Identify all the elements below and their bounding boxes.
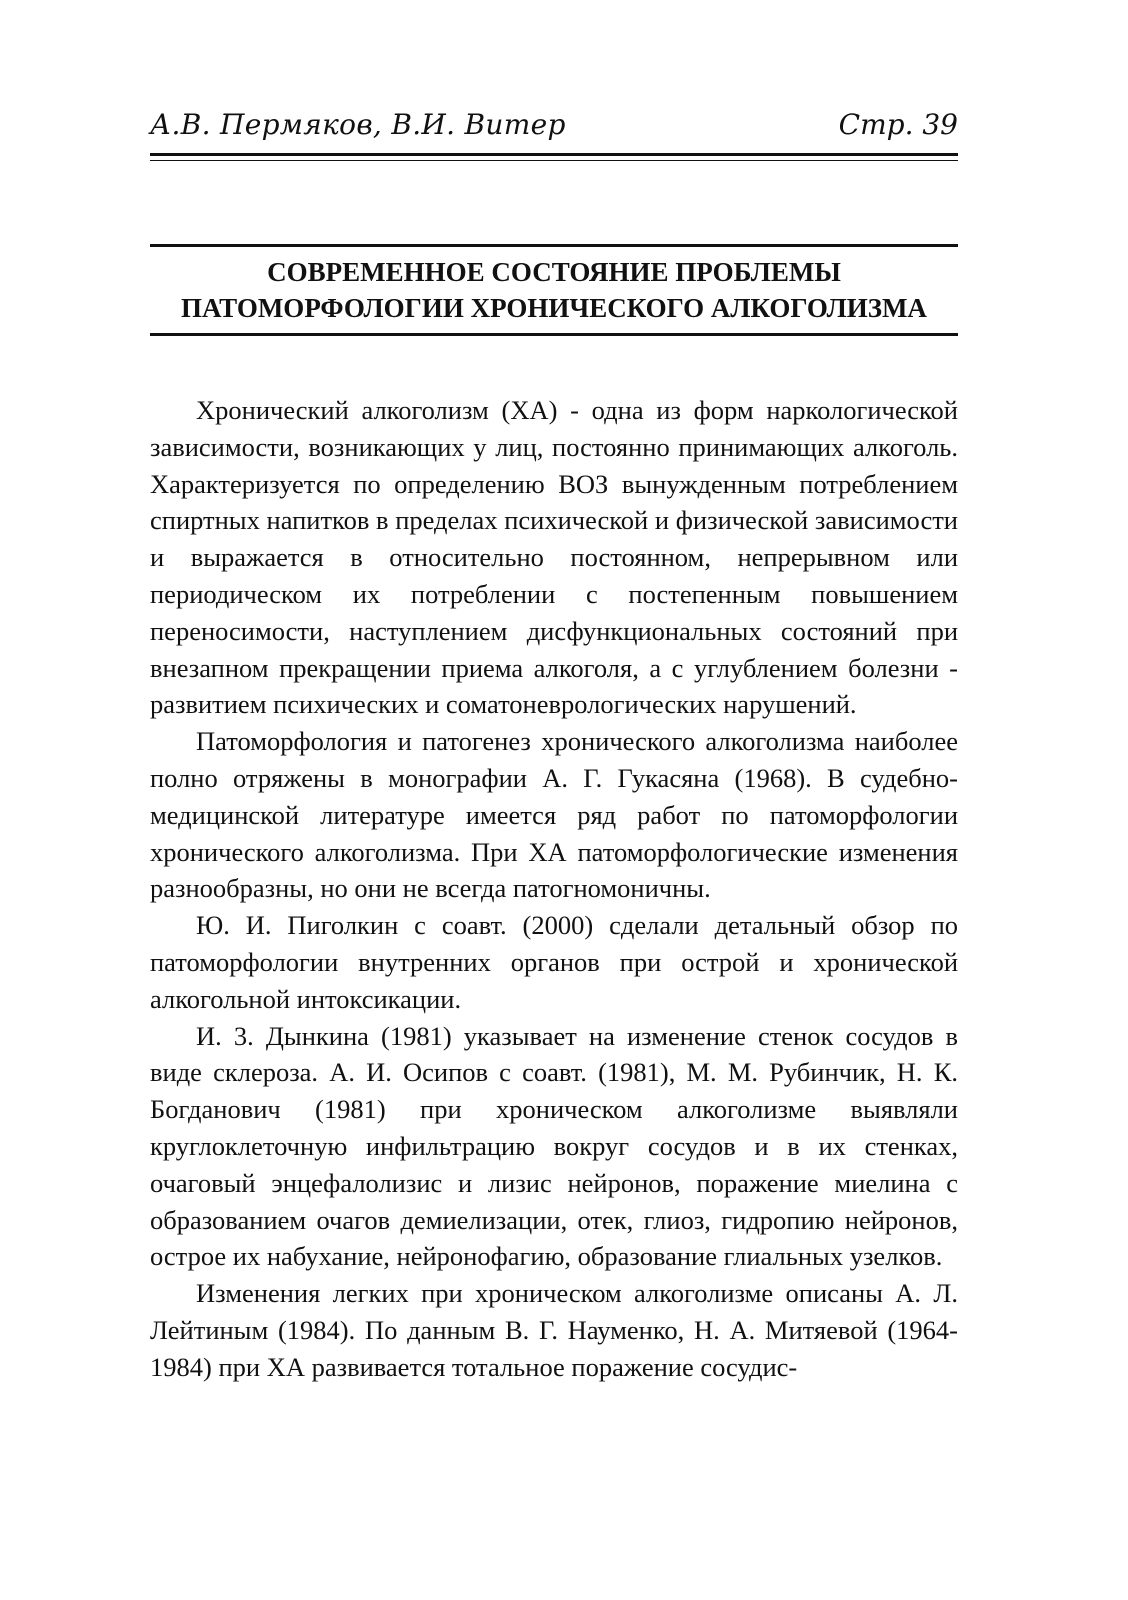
title-divider-top [150, 244, 958, 247]
paragraph-1: Хронический алкоголизм (ХА) - одна из форм наркологической зависимости, возникающих у лиц, постоянно принимающих алкоголь. Характеризуется по определению ВОЗ вынужденным потреблением спиртных напитков в пределах психической и физической зависимости и выражается в относительно постоянном, непрерывном или периодическом их потреблении с постепенным повышением переносимости, наступлением дисфункциональных состояний при внезапном прекращении приема алкоголя, а с углублением болезни - развитием психических и соматоневрологических нарушений. [150, 395, 958, 720]
body-text [150, 392, 958, 1386]
header-divider-thick [150, 153, 958, 156]
title-divider-bottom [150, 333, 958, 336]
running-header [150, 100, 958, 148]
header-authors: А.В. Пермяков, В.И. Витер [150, 108, 566, 141]
paragraph-3: Ю. И. Пиголкин с соавт. (2000) сделали детальный обзор по патоморфологии внутренних органов при острой и хронической алкогольной интоксикации. [150, 910, 958, 1014]
header-divider-thin [150, 160, 958, 161]
chapter-title-line-1: СОВРЕМЕННОЕ СОСТОЯНИЕ ПРОБЛЕМЫ [267, 257, 841, 287]
paragraph-4: И. 3. Дынкина (1981) указывает на изменение стенок сосудов в виде склероза. А. И. Осипов с соавт. (1981), М. М. Рубинчик, Н. К. Богданович (1981) при хроническом алкоголизме выявляли круглоклеточную инфильтрацию вокруг сосудов и в их стенках, очаговый энцефалолизис и лизис нейронов, поражение миелина с образованием очагов демиелизации, отек, глиоз, гидропию нейронов, острое их набухание, нейронофагию, образование глиальных узелков. [150, 1020, 958, 1272]
paragraph-2: Патоморфология и патогенез хронического алкоголизма наиболее полно отряжены в монографии А. Г. Гукасяна (1968). В судебно-медицинской литературе имеется ряд работ по патоморфологии хронического алкоголизма. При ХА патоморфологические изменения разнообразны, но они не всегда патогномоничны. [150, 726, 958, 904]
chapter-title [150, 254, 958, 326]
paragraph-5: Изменения легких при хроническом алкоголизме описаны А. Л. Лейтиным (1984). По данным В. Г. Науменко, Н. А. Митяевой (1964-1984) при ХА развивается тотальное поражение сосудис- [150, 1278, 958, 1382]
chapter-title-line-2: ПАТОМОРФОЛОГИИ ХРОНИЧЕСКОГО АЛКОГОЛИЗМА [181, 293, 927, 323]
page-number: Стр. 39 [838, 108, 958, 141]
